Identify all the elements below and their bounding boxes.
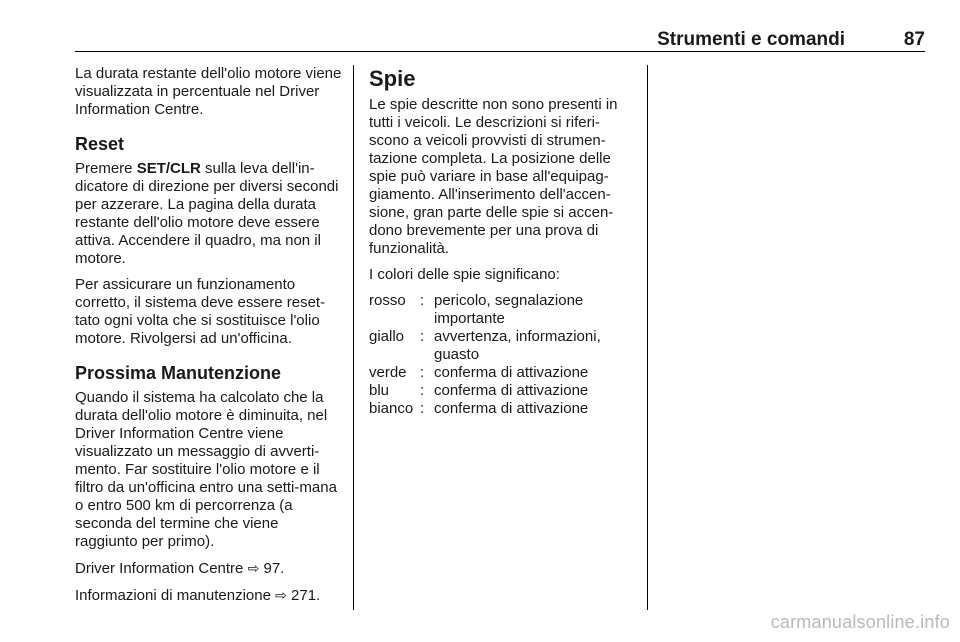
column-middle [369, 65, 639, 418]
maintenance-paragraph: Quando il sistema ha calcolato che la durata dell'olio motore è diminuita, nel Driver Information Centre viene visualizzato un messaggio di avverti-mento. Far sostituire l'olio motore e il filtro da un'officina entro una setti-mana o entro 500 km di percorrenza (a seconda del termine che viene raggiunto per primo). [75, 389, 337, 550]
spie-heading: Spie [369, 66, 416, 91]
color-legend-row [369, 400, 639, 418]
colors-intro: I colori delle spie significano: [369, 266, 560, 283]
reset-heading: Reset [75, 134, 125, 154]
column-left [75, 65, 345, 613]
page-header-title: Strumenti e comandi [657, 29, 845, 50]
color-meaning: pericolo, segnalazione importante [434, 292, 584, 327]
color-legend-table [369, 292, 639, 418]
color-name: verde [369, 364, 407, 381]
separator: : [420, 364, 425, 381]
set-clr-label: SET/CLR [136, 160, 201, 177]
color-legend-row [369, 364, 639, 382]
cross-reference-maintenance[interactable]: Informazioni di manutenzione ⇨ 271. [75, 587, 321, 604]
page-reference-icon: ⇨ [247, 560, 260, 576]
separator: : [420, 328, 425, 345]
header-rule [75, 51, 925, 52]
cross-reference-dic[interactable]: Driver Information Centre ⇨ 97. [75, 560, 285, 577]
color-legend-row [369, 328, 639, 364]
color-legend-row [369, 382, 639, 400]
reset-paragraph-2: Per assicurare un funzionamento corretto, il sistema deve essere reset-tato ogni volta che si sostituisce l'olio motore. Rivolgersi ad un'officina. [75, 276, 326, 347]
color-meaning: conferma di attivazione [434, 400, 589, 417]
spie-paragraph: Le spie descritte non sono presenti in tutti i veicoli. Le descrizioni si riferi-scono a veicoli provvisti di strumen-tazione completa. La posizione delle spie può variare in base all'equipag-giamento. All'inserimento dell'accen-sione, gran parte delle spie si accen-dono brevemente per una prova di funzionalità. [369, 96, 618, 257]
separator: : [420, 400, 425, 417]
color-name: giallo [369, 328, 405, 345]
page-reference-icon: ⇨ [275, 587, 287, 603]
watermark: carmanualsonline.info [770, 612, 950, 632]
intro-paragraph: La durata restante dell'olio motore viene visualizzata in percentuale nel Driver Information Centre. [75, 65, 342, 118]
color-meaning: avvertenza, informazioni, guasto [434, 328, 601, 363]
color-meaning: conferma di attivazione [434, 382, 589, 399]
page-number: 87 [903, 29, 925, 50]
color-meaning: conferma di attivazione [434, 364, 589, 381]
reset-paragraph-1: Premere SET/CLR sulla leva dell'in-dicatore di direzione per diversi secondi per azzerare. La pagina della durata restante dell'olio motore deve essere attiva. Accendere il quadro, ma non il motore. [75, 160, 339, 267]
maintenance-heading: Prossima Manutenzione [75, 363, 282, 383]
column-divider-1 [353, 65, 354, 610]
column-divider-2 [647, 65, 648, 610]
color-name: rosso [369, 292, 406, 309]
separator: : [420, 382, 425, 399]
color-legend-row [369, 292, 639, 328]
color-name: blu [369, 382, 390, 399]
color-name: bianco [369, 400, 414, 417]
separator: : [420, 292, 425, 309]
